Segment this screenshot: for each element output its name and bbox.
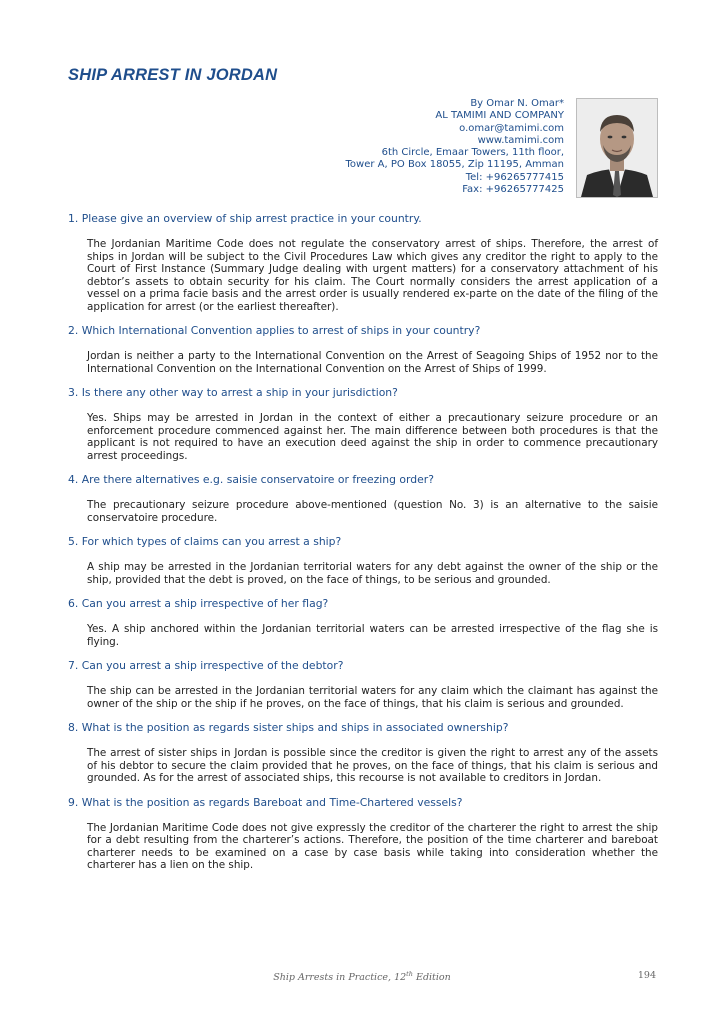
answer-4: The precautionary seizure procedure above-mentioned (question No. 3) is an alternative to the saisie conservatoire procedure. xyxy=(87,499,658,524)
author-website: www.tamimi.com xyxy=(477,134,564,146)
answer-6: Yes. A ship anchored within the Jordanian territorial waters can be arrested irrespective of the flag she is flying. xyxy=(87,623,658,648)
footer-publication: Ship Arrests in Practice, 12 xyxy=(273,972,407,984)
question-4: 4. Are there alternatives e.g. saisie conservatoire or freezing order? xyxy=(68,473,434,486)
author-byline: By Omar N. Omar* xyxy=(470,98,564,109)
answer-9: The Jordanian Maritime Code does not give expressly the creditor of the charterer the right to arrest the ship for a debt resulting from the charterer’s actions. Therefore, the position of the time charterer and bareboat charterer needs to be examined on a case by case basis while taking into consideration whether the charterer has a lien on the ship. xyxy=(87,821,658,871)
page-title: SHIP ARREST IN JORDAN xyxy=(68,66,278,84)
answer-1: The Jordanian Maritime Code does not regulate the conservatory arrest of ships. Therefore, the arrest of ships in Jordan will be subject to the Civil Procedures Law which gives any creditor the right to apply to the Court of First Instance (Summary Judge dealing with urgent matters) for a conservatory attachment of his debtor’s assets to obtain security for his claim. The Court normally considers the arrest application of a vessel on a prima facie basis and the arrest order is usually rendered ex-parte on the date of the filing of the application for arrest (or the earliest thereafter). xyxy=(87,238,658,313)
author-fax: Fax: +96265777425 xyxy=(462,184,564,196)
answer-3: Yes. Ships may be arrested in Jordan in the context of either a precautionary seizure procedure or an enforcement procedure commenced against her. The main difference between both procedures is that the applicant is not required to have an execution deed against the ship in order to commence precautionary arrest proceedings. xyxy=(87,412,658,462)
footer-edition-superscript: th xyxy=(406,970,413,978)
qa-item-3 xyxy=(68,386,658,462)
author-address-line-2: Tower A, PO Box 18055, Zip 11195, Amman xyxy=(345,159,564,171)
question-6: 6. Can you arrest a ship irrespective of her flag? xyxy=(68,597,329,610)
page-footer xyxy=(0,970,724,983)
qa-item-4 xyxy=(68,473,658,524)
page-number: 194 xyxy=(637,970,656,981)
author-block xyxy=(346,98,564,196)
answer-8: The arrest of sister ships in Jordan is possible since the creditor is given the right to arrest any of the assets of his debtor to secure the claim provided that he proves, on the face of things, that his claim is serious and grounded. As for the arrest of associated ships, this recourse is not available to creditors in Jordan. xyxy=(87,747,658,784)
question-3: 3. Is there any other way to arrest a ship in your jurisdiction? xyxy=(68,386,398,399)
qa-item-6 xyxy=(68,597,658,648)
qa-item-1 xyxy=(68,212,658,313)
qa-item-5 xyxy=(68,535,658,586)
author-photo xyxy=(576,98,658,198)
author-telephone: Tel: +96265777415 xyxy=(465,171,564,183)
qa-item-8 xyxy=(68,721,658,785)
author-email: o.omar@tamimi.com xyxy=(459,122,564,134)
question-5: 5. For which types of claims can you arrest a ship? xyxy=(68,535,342,548)
answer-2: Jordan is neither a party to the International Convention on the Arrest of Seagoing Ships of 1952 nor to the International Convention on the International Convention on the Arrest of Ships of 1999. xyxy=(87,350,658,375)
author-address-line-1: 6th Circle, Emaar Towers, 11th floor, xyxy=(381,147,564,159)
qa-section xyxy=(68,212,658,883)
answer-5: A ship may be arrested in the Jordanian territorial waters for any debt against the owner of the ship or the ship, provided that the debt is proved, on the face of things, to be serious and grounded. xyxy=(87,561,658,586)
qa-item-9 xyxy=(68,796,658,872)
question-7: 7. Can you arrest a ship irrespective of the debtor? xyxy=(68,659,344,672)
question-9: 9. What is the position as regards Bareboat and Time-Chartered vessels? xyxy=(68,795,463,809)
question-8: 8. What is the position as regards sister ships and ships in associated ownership? xyxy=(68,721,509,734)
question-1: 1. Please give an overview of ship arrest practice in your country. xyxy=(68,212,422,225)
author-firm: AL TAMIMI AND COMPANY xyxy=(435,110,564,122)
question-2: 2. Which International Convention applies to arrest of ships in your country? xyxy=(68,324,481,337)
footer-edition-suffix: Edition xyxy=(412,972,451,984)
answer-7: The ship can be arrested in the Jordanian territorial waters for any claim which the claimant has against the owner of the ship or the ship if he proves, on the face of things, that his claim is serious and grounded. xyxy=(87,685,658,710)
qa-item-7 xyxy=(68,659,658,710)
qa-item-2 xyxy=(68,324,658,375)
author-portrait-image xyxy=(577,99,657,197)
